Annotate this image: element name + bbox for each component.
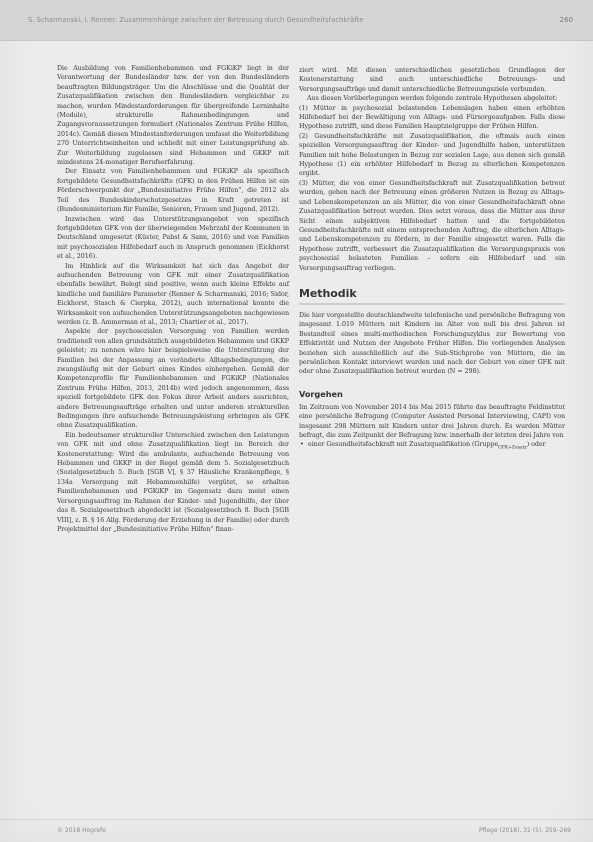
hypothesis-1: (1) Mütter in psychosozial belastenden Lebenslagen haben einen erhöhten Hilfebedarf bei der Bewältigung von Alltags- und Fürsorgeaufgaben. Falls diese Hypothese zutrifft, sind diese Familien Hauptzielgruppe der Frühen Hilfen. (299, 104, 565, 131)
hypothesis-3: (3) Mütter, die von einer Gesundheitsfachkraft mit Zusatzqualifikation betreut wurden, gehen nach der Betreuung einen größeren Nutzen in Bezug zu Alltags- und Lebenskompetenzen an als Mütter, die von einer Gesundheitsfachkraft ohne Zusatzqualifikation betreut wurden. Dies setzt voraus, dass die Mütter aus ihrer Sicht einen subjektiven Hilfebedarf hatten und die fortgebildeten Gesundheitsfachkräfte mit einem entsprechenden Auftrag, die elterlichen Alltags- und Lebenskompetenzen zu fördern, in der Familie eingesetzt waren. Falls die Hypothese zutrifft, verbessert die Zusatzqualifikation die Versorgungspraxis von psychosozial belasteten Familien – sofern ein Hilfebedarf und ein Versorgungsauftrag vorliegen. (299, 179, 565, 272)
right-column (299, 66, 565, 453)
copyright: © 2018 Hogrefe (57, 827, 106, 834)
page-number: 260 (559, 16, 573, 24)
paragraph: Im Zeitraum von November 2014 bis Mai 2015 führte das beauftragte Feldinstitut eine persönliche Befragung (Computer Assisted Personal Interviewing, CAPI) von insgesamt 298 Müttern mit Kindern unter drei Jahren durch. Es wurden Mütter befragt, die zum Zeitpunkt der Befragung bzw. innerhalb der letzten drei Jahre von (299, 403, 565, 439)
page-footer (0, 819, 593, 842)
bullet-list (299, 440, 565, 453)
left-column (57, 64, 289, 534)
bullet-subscript: GFK+Zusatz (498, 445, 527, 451)
bullet-text: einer Gesundheitsfachkraft mit Zusatzqualifikation (Gruppe (308, 441, 499, 449)
paragraph: Aspekte der psychosozialen Versorgung von Familien werden traditionell von allen grundsätzlich ausgebildeten Hebammen und GKKP geleistet; zu nennen wäre hier beispielsweise die Unterstützung der Familien bei der Anpassung an veränderte Alltagsbedingungen, die zwangsläufig mit der Geburt eines Kindes einhergehen. Gemäß der Kompetenzprofile für Familienhebammen und FGKiKP (Nationales Zentrum Frühe Hilfen, 2013, 2014b) wird jedoch angenommen, dass speziell fortgebildete GFK den Fokus ihrer Arbeit anders ausrichten, andere Betreuungsaufträge erhalten und unter anderen strukturellen Bedingungen ihre aufsuchende Betreuungsleistung erbringen als GFK ohne Zusatzqualifikation. (57, 328, 289, 430)
paragraph: Inzwischen wird das Unterstützungsangebot von spezifisch fortgebildeten GFK von der überwiegenden Mehrzahl der Kommunen in Deutschland umgesetzt (Küster, Pabst & Sann, 2016) und von Familien mit psychosozialen Hilfebedarf auch in Anspruch genommen (Eickhorst et al., 2016). (57, 215, 289, 261)
paragraph: Ein bedeutsamer struktureller Unterschied zwischen den Leistungen von GFK mit und ohne Zusatzqualifikation liegt im Bereich der Kostenerstattung: Wird die ambulante, aufsuchende Betreuung von Hebammen und GKKP in der Regel gemäß dem 5. Sozialgesetzbuch (Sozialgesetzbuch 5. Buch [SGB V], § 37 Häusliche Krankenpflege, § 134a Versorgung mit Hebammenhilfe) vergütet, so erhalten Familienhebammen und FGKiKP im Gegensatz dazu meist einen Versorgungsauftrag im Rahmen der Kinder- und Jugendhilfe, der über das 8. Sozialgesetzbuch abgedeckt ist (Sozialgesetzbuch 8. Buch [SGB VIII], z. B. § 16 Allg. Förderung der Erziehung in der Familie) oder durch Projektmittel der „Bundesinitiative Frühe Hilfen“ finan- (57, 431, 289, 533)
section-title: Methodik (299, 286, 357, 300)
paragraph: Die Ausbildung von Familienhebammen und FGKiKP liegt in der Verantwortung der Bundesländer bzw. der von den Bundesländern beauftragten Bildungsträger. Um die Abschlüsse und die Qualität der Zusatzqualifikation zwischen den Bundesländern vergleichbar zu machen, wurden Mindestanforderungen für übergreifende Lerninhalte (Module), strukturelle Rahmenbedingungen und Zugangsvoraussetzungen formuliert (Nationales Zentrum Frühe Hilfen, 2014c). Gemäß diesen Mindestanforderungen umfasst die Weiterbildung 270 Unterrichtseinheiten und schließt mit einer Leistungsprüfung ab. Zur Weiterbildung zugelassen sind Hebammen und GKKP mit mindestens 24-monatiger Berufserfahrung. (57, 65, 289, 167)
subsection-title: Vorgehen (299, 388, 343, 399)
running-head (0, 0, 593, 41)
bullet-tail: ) oder (526, 441, 546, 449)
journal-citation: Pflege (2018), 31 (5), 259–269 (478, 827, 571, 834)
list-item (299, 440, 565, 453)
running-head-text: S. Scharmanski, I. Renner: Zusammenhänge zwischen der Betreuung durch Gesundheitsfachkräfte (28, 16, 364, 24)
paragraph: Die hier vorgestellte deutschlandweite telefonische und persönliche Befragung von insgesamt 1.019 Müttern mit Kindern im Alter von null bis drei Jahren ist Bestandteil eines multi-methodischen Forschungszyklus zur Bewertung von Effektivität und Nutzen der Angebote Früher Hilfen. Die vorliegenden Analysen beziehen sich ausschließlich auf die Sub-Stichprobe von Müttern, die im persönlichen Kontakt interviewt wurden und nach der Geburt von einer GFK mit oder ohne Zusatzqualifikation betreut wurden (N = 298). (299, 311, 565, 376)
paragraph: ziert wird. Mit diesen unterschiedlichen gesetzlichen Grundlagen der Kostenerstattung sind auch unterschiedliche Betreuungs- und Versorgungsaufträge und damit unterschiedliche Betreuungsziele verbunden. (299, 67, 565, 93)
section-rule (299, 303, 565, 305)
paragraph: Der Einsatz von Familienhebammen und FGKiKP als spezifisch fortgebildete Gesundheitsfachkräfte (GFK) in den Frühen Hilfen ist ein Förderschwerpunkt der „Bundesinitiative Frühe Hilfen“, die 2012 als Teil des Bundeskinderschutzgesetzes in Kraft getreten ist (Bundesministerium für Familie, Senioren, Frauen und Jugend, 2012). (57, 168, 289, 214)
hypothesis-2: (2) Gesundheitsfachkräfte mit Zusatzqualifikation, die oftmals auch einen speziellen Versorgungsauftrag der Kinder- und Jugendhilfe haben, unterstützen Familien mit hohe Belastungen in Bezug zur sozialen Lage, aus denen sich gemäß Hypothese (1) ein erhöhter Hilfebedarf in Bezug zu elterlichen Kompetenzen ergibt. (299, 132, 565, 178)
paragraph: Aus diesen Vorüberlegungen werden folgende zentrale Hypothesen abgeleitet: (307, 95, 558, 103)
paragraph: Im Hinblick auf die Wirksamkeit hat sich das Angebot der aufsuchenden Betreuung von GFK mit einer Zusatzqualifikation ebenfalls bewährt. Belegt sind positive, wenn auch kleine Effekte auf kindliche und familiäre Parameter (Renner & Scharmanski, 2016; Sidor, Eickhorst, Stasch & Cierpka, 2012), auch international konnte die Wirksamkeit von aufsuchenden Unterstützungsangeboten nachgewiesen werden (z. B. Ammerman et al., 2013; Chartier et al., 2017). (57, 262, 289, 326)
